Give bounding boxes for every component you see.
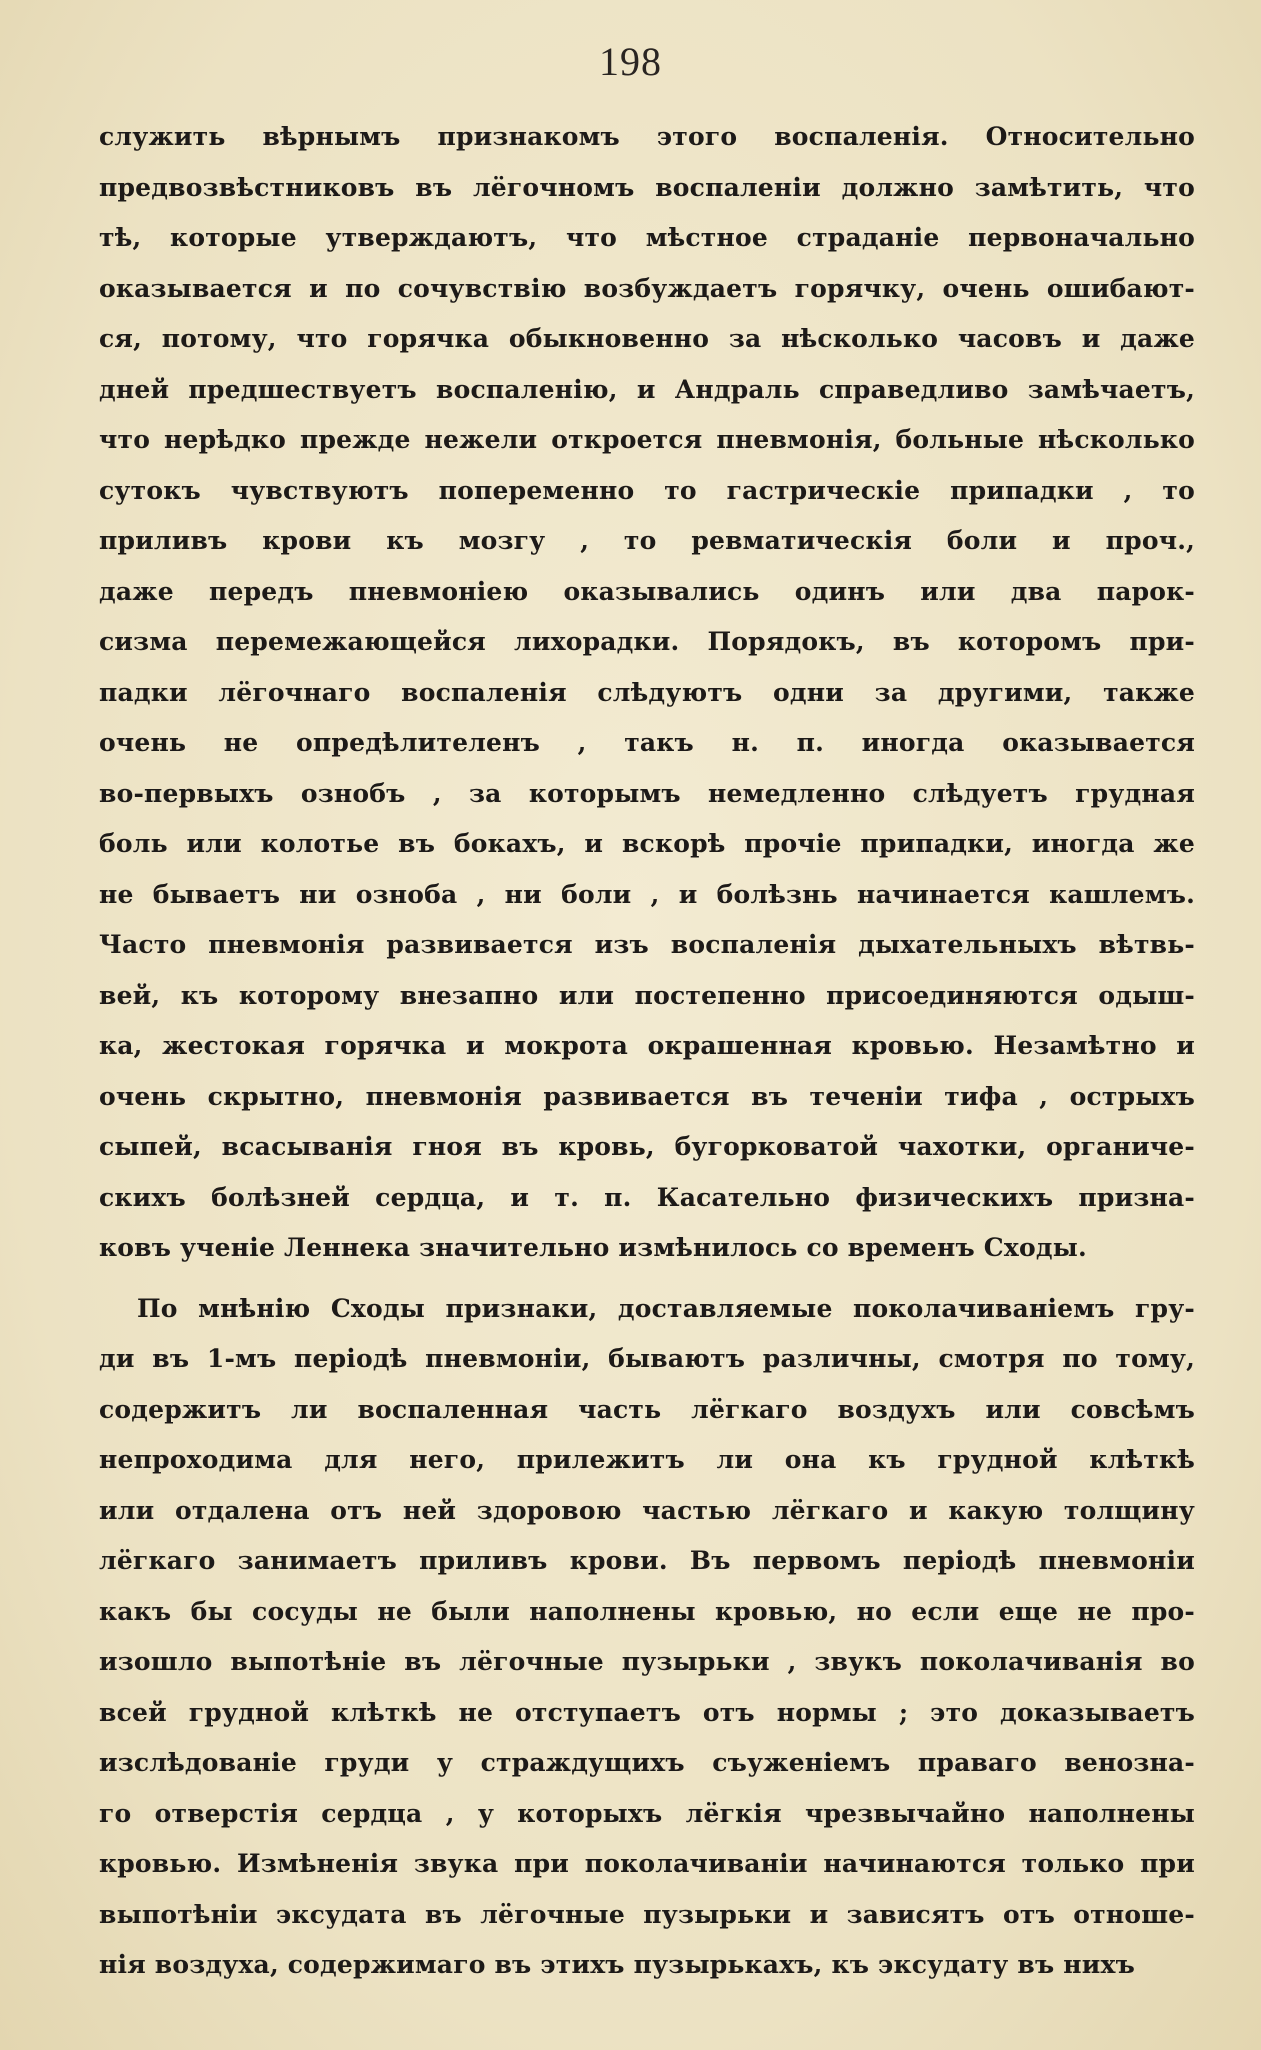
text-line: вей, къ которому внезапно или постепенно присоединяются одыш- (99, 980, 1195, 1010)
text-line: кровью. Измѣненія звука при поколачиваніи начинаются только при (99, 1849, 1195, 1878)
text-line: оказывается и по сочувствію возбуждаетъ горячку, очень ошибают- (99, 273, 1195, 303)
text-line: боль или колотье въ бокахъ, и вскорѣ прочіе припадки, иногда же (99, 829, 1195, 858)
text-line: скихъ болѣзней сердца, и т. п. Касательно физическихъ призна- (99, 1182, 1195, 1212)
text-line: изслѣдованіе груди у страждущихъ съуженіемъ праваго венозна- (99, 1748, 1195, 1777)
text-line: служить вѣрнымъ признакомъ этого воспаленія. Относительно (99, 122, 1195, 151)
text-line: или отдалена отъ ней здоровою частью лёгкаго и какую толщину (99, 1495, 1195, 1525)
text-line: падки лёгочнаго воспаленія слѣдуютъ одни за другими, также (99, 677, 1195, 707)
text-line: приливъ крови къ мозгу , то ревматическія боли и проч., (99, 526, 1195, 555)
paragraph (99, 112, 1195, 1274)
text-line: выпотѣніи эксудата въ лёгочные пузырьки и зависятъ отъ отноше- (99, 1899, 1195, 1929)
text-line: всей грудной клѣткѣ не отступаетъ отъ нормы ; это доказываетъ (99, 1697, 1195, 1727)
text-line: сизма перемежающейся лихорадки. Порядокъ, въ которомъ при- (99, 627, 1195, 656)
text-line: предвозвѣстниковъ въ лёгочномъ воспаленіи должно замѣтить, что (99, 172, 1195, 202)
text-line: ка, жестокая горячка и мокрота окрашенная кровью. Незамѣтно и (99, 1031, 1195, 1060)
text-line: тѣ, которые утверждаютъ, что мѣстное страданіе первоначально (99, 223, 1195, 252)
page-number: 198 (599, 39, 662, 84)
text-line: что нерѣдко прежде нежели откроется пневмонія, больные нѣсколько (99, 425, 1195, 454)
text-line: го отверстія сердца , у которыхъ лёгкія чрезвычайно наполнены (99, 1798, 1195, 1828)
paragraph (99, 1284, 1195, 1991)
text-line: не бываетъ ни озноба , ни боли , и болѣзнь начинается кашлемъ. (99, 879, 1195, 909)
text-line: во-первыхъ ознобъ , за которымъ немедленно слѣдуетъ грудная (99, 778, 1195, 808)
text-line: изошло выпотѣніе въ лёгочные пузырьки , звукъ поколачиванія во (99, 1647, 1195, 1676)
text-line: дней предшествуетъ воспаленію, и Андраль справедливо замѣчаетъ, (99, 374, 1195, 404)
text-line: ся, потому, что горячка обыкновенно за нѣсколько часовъ и даже (99, 324, 1195, 353)
text-line: непроходима для него, прилежитъ ли она къ грудной клѣткѣ (99, 1445, 1195, 1474)
text-line: какъ бы сосуды не были наполнены кровью, но если еще не про- (99, 1596, 1195, 1626)
text-line: очень скрытно, пневмонія развивается въ теченіи тифа , острыхъ (99, 1081, 1195, 1111)
text-line: нія воздуха, содержимаго въ этихъ пузырькахъ, къ эксудату въ нихъ (99, 1950, 1135, 1979)
text-line: лёгкаго занимаетъ приливъ крови. Въ первомъ періодѣ пневмоніи (99, 1546, 1195, 1575)
text-line: ди въ 1-мъ періодѣ пневмоніи, бываютъ различны, смотря по тому, (99, 1344, 1195, 1373)
body-text (99, 112, 1195, 1991)
text-line: сыпей, всасыванія гноя въ кровь, бугорковатой чахотки, органиче- (99, 1132, 1195, 1161)
text-line: содержитъ ли воспаленная часть лёгкаго воздухъ или совсѣмъ (99, 1394, 1195, 1424)
text-line: ковъ ученіе Леннека значительно измѣнилось со временъ Сходы. (99, 1233, 1087, 1262)
text-line: По мнѣнію Сходы признаки, доставляемые поколачиваніемъ гру- (137, 1293, 1195, 1323)
text-line: очень не опредѣлителенъ , такъ н. п. иногда оказывается (99, 728, 1195, 757)
text-line: Часто пневмонія развивается изъ воспаленія дыхательныхъ вѣтвь- (99, 930, 1195, 959)
text-line: даже передъ пневмоніею оказывались одинъ или два парок- (99, 576, 1195, 606)
text-line: сутокъ чувствуютъ попеременно то гастрическіе припадки , то (99, 475, 1195, 505)
